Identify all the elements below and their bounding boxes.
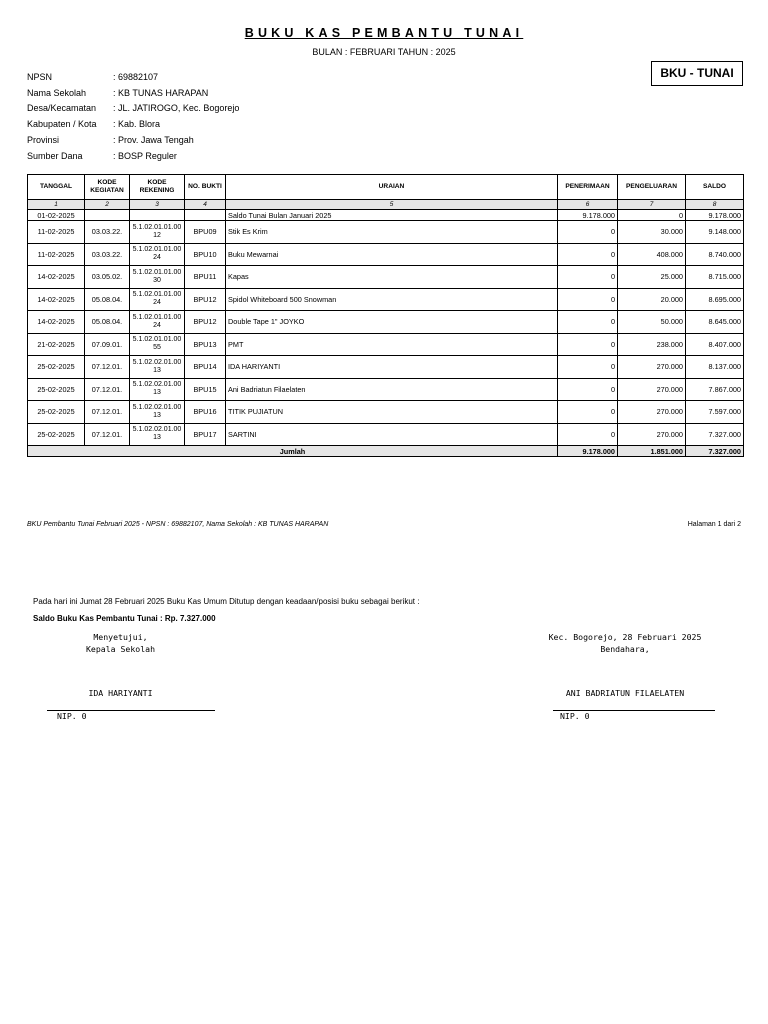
column-header-uraian: URAIAN: [226, 175, 558, 200]
info-row-npsn: [27, 69, 239, 85]
kode-rekening-line1: 5.1.02.01.01.00: [132, 313, 182, 321]
cell-no-bukti: BPU12: [185, 288, 226, 311]
table-row: [28, 401, 744, 424]
cell-no-bukti: BPU12: [185, 311, 226, 334]
signature-right-name: ANI BADRIATUN FILAELATEN: [565, 688, 685, 698]
cell-saldo: 8.740.000: [686, 243, 744, 266]
info-row-desa-kecamatan: [27, 101, 239, 117]
kode-rekening-line2: 55: [153, 344, 161, 352]
kode-rekening-line1: 5.1.02.01.01.00: [132, 336, 182, 344]
cell-kode-kegiatan: 03.03.22.: [85, 221, 130, 244]
cell-saldo: 7.597.000: [686, 401, 744, 424]
cell-tanggal: 11-02-2025: [28, 243, 85, 266]
cell-uraian: Saldo Tunai Bulan Januari 2025: [226, 210, 558, 221]
info-label: Sumber Dana: [27, 150, 83, 161]
info-label: Kabupaten / Kota: [27, 119, 97, 130]
column-header-no-bukti: NO. BUKTI: [185, 175, 226, 200]
table-header-row: [28, 175, 744, 200]
column-header-kode-rekening: KODE REKENING: [130, 175, 185, 200]
cell-kode-kegiatan: 03.05.02.: [85, 266, 130, 289]
cell-tanggal: 21-02-2025: [28, 333, 85, 356]
kode-rekening-line1: 5.1.02.01.01.00: [132, 223, 182, 231]
cell-uraian: TITIK PUJIATUN: [226, 401, 558, 424]
info-value: : Kab. Blora: [113, 119, 161, 130]
cell-tanggal: 25-02-2025: [28, 378, 85, 401]
cell-penerimaan: 9.178.000: [558, 210, 618, 221]
cell-penerimaan: 0: [558, 266, 618, 289]
table-row: [28, 423, 744, 446]
cell-saldo: 7.867.000: [686, 378, 744, 401]
cell-tanggal: 14-02-2025: [28, 288, 85, 311]
table-row: [28, 243, 744, 266]
cell-kode-rekening: [130, 311, 185, 334]
cell-penerimaan: 0: [558, 423, 618, 446]
signature-right-place-date: Kec. Bogorejo, 28 Februari 2025: [548, 632, 702, 642]
cell-kode-rekening: [130, 356, 185, 379]
cell-uraian: Spidol Whiteboard 500 Snowman: [226, 288, 558, 311]
signature-right-role: Bendahara,: [600, 644, 650, 654]
cell-uraian: Ani Badriatun Filaelaten: [226, 378, 558, 401]
total-saldo: 7.327.000: [686, 446, 744, 457]
cell-tanggal: 14-02-2025: [28, 266, 85, 289]
cell-kode-rekening: [130, 423, 185, 446]
column-header-saldo: SALDO: [686, 175, 744, 200]
cell-saldo: 8.715.000: [686, 266, 744, 289]
cell-saldo: 8.407.000: [686, 333, 744, 356]
kode-rekening-line2: 24: [153, 321, 161, 329]
cell-no-bukti: BPU11: [185, 266, 226, 289]
kode-rekening-line2: 24: [153, 299, 161, 307]
bku-table: [27, 174, 744, 457]
cell-pengeluaran: 238.000: [618, 333, 686, 356]
cell-kode-kegiatan: 03.03.22.: [85, 243, 130, 266]
cell-uraian: Stik Es Krim: [226, 221, 558, 244]
kode-rekening-line1: 5.1.02.02.01.00: [132, 381, 182, 389]
cell-uraian: SARTINI: [226, 423, 558, 446]
kode-rekening-line1: 5.1.02.02.01.00: [132, 403, 182, 411]
cell-no-bukti: BPU13: [185, 333, 226, 356]
info-row-provinsi: [27, 132, 239, 148]
column-header-penerimaan: PENERIMAAN: [558, 175, 618, 200]
kode-rekening-line2: 13: [153, 411, 161, 419]
cell-tanggal: 25-02-2025: [28, 356, 85, 379]
cell-pengeluaran: 30.000: [618, 221, 686, 244]
info-label: Desa/Kecamatan: [27, 103, 97, 114]
table-total-row: [28, 446, 744, 457]
page-number: Halaman 1 dari 2: [687, 521, 741, 528]
table-body: [28, 210, 744, 446]
cell-saldo: 8.137.000: [686, 356, 744, 379]
column-index: 5: [226, 200, 558, 210]
cell-kode-rekening: [130, 221, 185, 244]
cell-saldo: 9.148.000: [686, 221, 744, 244]
cell-kode-rekening: [130, 210, 185, 221]
info-label: Provinsi: [27, 135, 60, 146]
cell-kode-rekening: [130, 333, 185, 356]
bku-tunai-badge: BKU - TUNAI: [651, 61, 743, 86]
cell-no-bukti: BPU10: [185, 243, 226, 266]
page-footer-text: BKU Pembantu Tunai Februari 2025 - NPSN : 69882107, Nama Sekolah : KB TUNAS HARAPAN: [27, 521, 329, 528]
cell-pengeluaran: 270.000: [618, 401, 686, 424]
cell-pengeluaran: 0: [618, 210, 686, 221]
cell-saldo: 7.327.000: [686, 423, 744, 446]
cell-no-bukti: BPU16: [185, 401, 226, 424]
cell-kode-rekening: [130, 378, 185, 401]
cell-pengeluaran: 20.000: [618, 288, 686, 311]
cell-penerimaan: 0: [558, 221, 618, 244]
cell-tanggal: 01-02-2025: [28, 210, 85, 221]
kode-rekening-line1: 5.1.02.01.01.00: [132, 291, 182, 299]
column-index: 6: [558, 200, 618, 210]
school-info: [27, 69, 239, 164]
info-label: NPSN: [27, 71, 53, 82]
cell-kode-kegiatan: 07.12.01.: [85, 378, 130, 401]
cell-saldo: 8.695.000: [686, 288, 744, 311]
cell-uraian: PMT: [226, 333, 558, 356]
column-index: 4: [185, 200, 226, 210]
closing-saldo: Saldo Buku Kas Pembantu Tunai : Rp. 7.327.000: [33, 614, 216, 623]
cell-tanggal: 25-02-2025: [28, 401, 85, 424]
closing-statement: Pada hari ini Jumat 28 Februari 2025 Buku Kas Umum Ditutup dengan keadaan/posisi buku sebagai berikut :: [33, 597, 420, 606]
kode-rekening-line1: 5.1.02.01.01.00: [132, 268, 182, 276]
info-value: : JL. JATIROGO, Kec. Bogorejo: [113, 103, 240, 114]
total-penerimaan: 9.178.000: [558, 446, 618, 457]
column-header-tanggal: TANGGAL: [28, 175, 85, 200]
signature-left-caption: Menyetujui,: [93, 632, 148, 642]
cell-kode-kegiatan: 05.08.04.: [85, 288, 130, 311]
cell-kode-kegiatan: [85, 210, 130, 221]
cell-penerimaan: 0: [558, 311, 618, 334]
cell-pengeluaran: 25.000: [618, 266, 686, 289]
table-row: [28, 333, 744, 356]
cell-tanggal: 14-02-2025: [28, 311, 85, 334]
kode-rekening-line1: 5.1.02.01.01.00: [132, 246, 182, 254]
info-row-sumber-dana: [27, 148, 239, 164]
cell-kode-rekening: [130, 243, 185, 266]
info-label: Nama Sekolah: [27, 87, 87, 98]
column-index: 7: [618, 200, 686, 210]
info-value: : BOSP Reguler: [113, 150, 177, 161]
table-row: [28, 210, 744, 221]
cell-no-bukti: BPU09: [185, 221, 226, 244]
cell-uraian: Buku Mewarnai: [226, 243, 558, 266]
kode-rekening-line1: 5.1.02.02.01.00: [132, 426, 182, 434]
cell-kode-rekening: [130, 266, 185, 289]
cell-no-bukti: [185, 210, 226, 221]
cell-no-bukti: BPU15: [185, 378, 226, 401]
document-subtitle: BULAN : FEBRUARI TAHUN : 2025: [312, 47, 456, 57]
document-title: BUKU KAS PEMBANTU TUNAI: [244, 26, 524, 40]
signature-left-nip: NIP. 0: [57, 711, 87, 721]
column-index: 2: [85, 200, 130, 210]
column-header-pengeluaran: PENGELUARAN: [618, 175, 686, 200]
kode-rekening-line2: 24: [153, 254, 161, 262]
info-value: : 69882107: [113, 71, 159, 82]
cell-saldo: 8.645.000: [686, 311, 744, 334]
cell-pengeluaran: 270.000: [618, 378, 686, 401]
cell-penerimaan: 0: [558, 378, 618, 401]
table-row: [28, 356, 744, 379]
info-value: : Prov. Jawa Tengah: [113, 135, 194, 146]
cell-tanggal: 11-02-2025: [28, 221, 85, 244]
cell-uraian: IDA HARIYANTI: [226, 356, 558, 379]
signature-right-nip: NIP. 0: [560, 711, 590, 721]
table-row: [28, 266, 744, 289]
column-index: 1: [28, 200, 85, 210]
cell-pengeluaran: 270.000: [618, 423, 686, 446]
kode-rekening-line2: 12: [153, 231, 161, 239]
info-row-kabupaten: [27, 116, 239, 132]
cell-penerimaan: 0: [558, 333, 618, 356]
column-index: 8: [686, 200, 744, 210]
cell-penerimaan: 0: [558, 401, 618, 424]
cell-pengeluaran: 408.000: [618, 243, 686, 266]
cell-kode-kegiatan: 07.12.01.: [85, 356, 130, 379]
table-row: [28, 311, 744, 334]
kode-rekening-line2: 13: [153, 434, 161, 442]
cell-no-bukti: BPU17: [185, 423, 226, 446]
cell-uraian: Double Tape 1" JOYKO: [226, 311, 558, 334]
info-value: : KB TUNAS HARAPAN: [113, 87, 209, 98]
cell-saldo: 9.178.000: [686, 210, 744, 221]
cell-uraian: Kapas: [226, 266, 558, 289]
column-index: 3: [130, 200, 185, 210]
kode-rekening-line1: 5.1.02.02.01.00: [132, 358, 182, 366]
column-index-row: [28, 200, 744, 210]
cell-kode-rekening: [130, 288, 185, 311]
cell-pengeluaran: 50.000: [618, 311, 686, 334]
info-row-nama-sekolah: [27, 85, 239, 101]
cell-kode-rekening: [130, 401, 185, 424]
cell-kode-kegiatan: 07.12.01.: [85, 401, 130, 424]
column-header-kode-kegiatan: KODE KEGIATAN: [85, 175, 130, 200]
cell-penerimaan: 0: [558, 243, 618, 266]
cell-kode-kegiatan: 07.12.01.: [85, 423, 130, 446]
cell-kode-kegiatan: 05.08.04.: [85, 311, 130, 334]
cell-pengeluaran: 270.000: [618, 356, 686, 379]
table-row: [28, 221, 744, 244]
cell-no-bukti: BPU14: [185, 356, 226, 379]
cell-penerimaan: 0: [558, 356, 618, 379]
kode-rekening-line2: 13: [153, 366, 161, 374]
signature-left-name: IDA HARIYANTI: [88, 688, 153, 698]
kode-rekening-line2: 13: [153, 389, 161, 397]
kode-rekening-line2: 30: [153, 276, 161, 284]
total-pengeluaran: 1.851.000: [618, 446, 686, 457]
cell-kode-kegiatan: 07.09.01.: [85, 333, 130, 356]
table-row: [28, 288, 744, 311]
table-row: [28, 378, 744, 401]
cell-penerimaan: 0: [558, 288, 618, 311]
cell-tanggal: 25-02-2025: [28, 423, 85, 446]
total-label: Jumlah: [28, 446, 558, 457]
signature-left-role: Kepala Sekolah: [85, 644, 155, 654]
